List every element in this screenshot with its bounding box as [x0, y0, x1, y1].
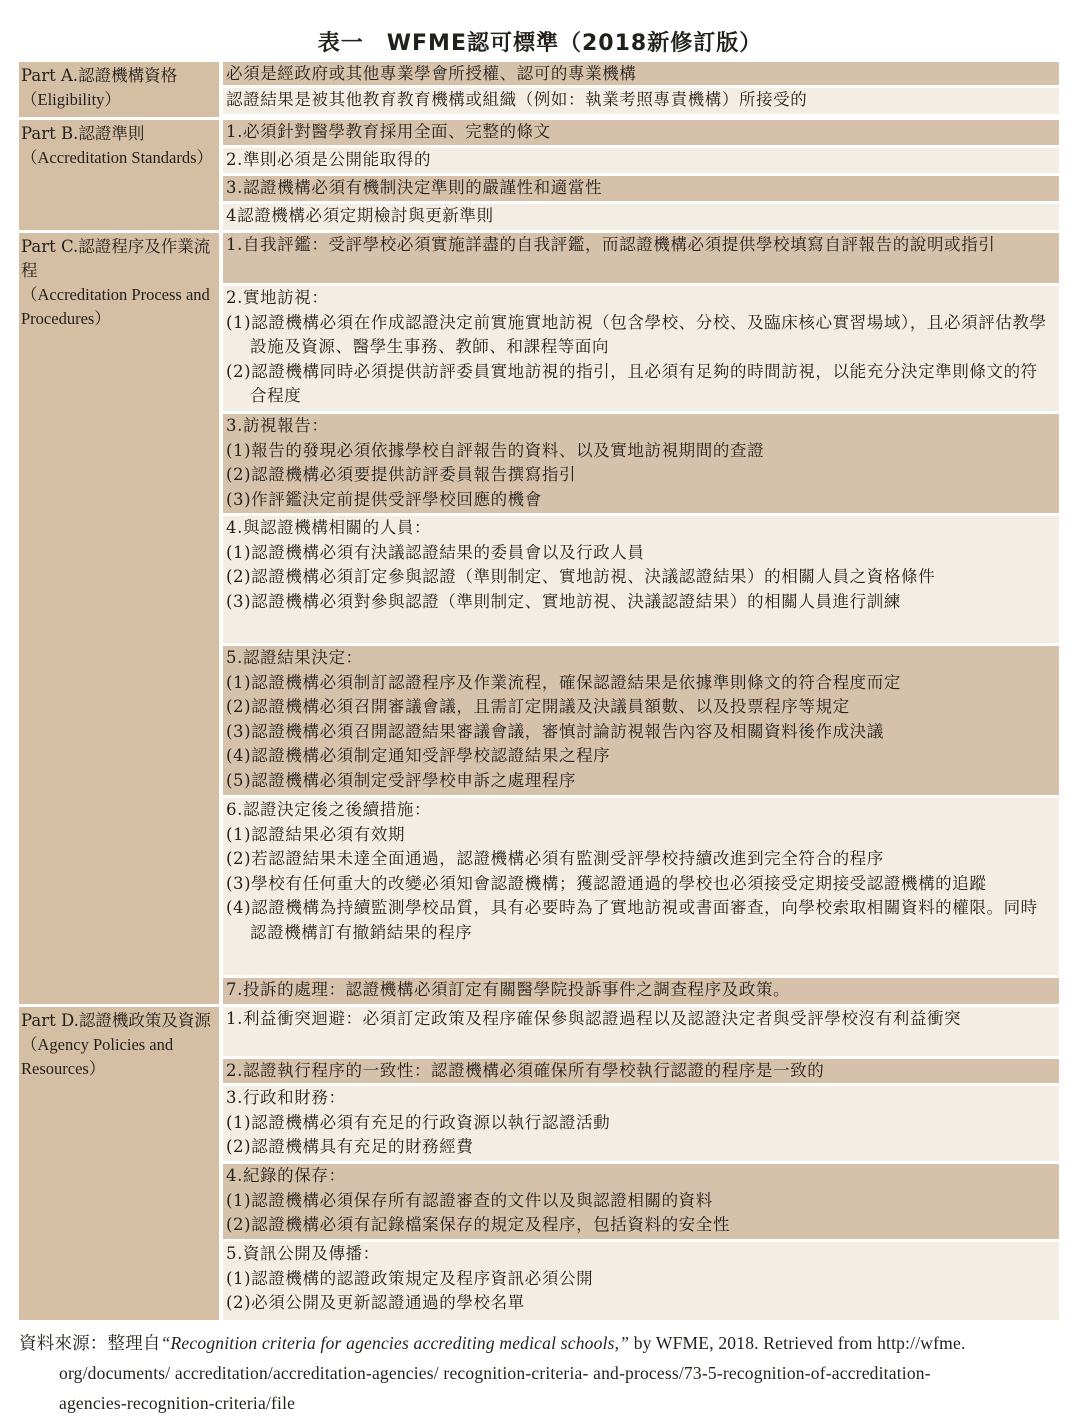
list-item: (1)認證機構必須在作成認證決定前實施實地訪視（包含學校、分校、及臨床核心實習場域），且必須評估教學設施及資源、醫學生事務、教師、和課程等面向: [226, 312, 1047, 356]
list-item: (1)報告的發現必須依據學校自評報告的資料、以及實地訪視期間的查證: [226, 440, 765, 460]
table-row: [223, 414, 1059, 513]
source-line-2: org/documents/ accreditation/accreditation-agencies/ recognition-criteria- and-process/73-5-recognition-of-accreditation-: [59, 1363, 931, 1383]
source-rest: by WFME, 2018. Retrieved from http://wfme.: [629, 1333, 966, 1353]
list-item: (1)認證機構的認證政策規定及程序資訊必須公開: [226, 1268, 594, 1288]
table-row: 2.準則必須是公開能取得的: [223, 148, 1059, 173]
part-a-label-zh: Part A.認證機構資格: [21, 66, 178, 85]
row-heading: 4.紀錄的保存：: [226, 1166, 346, 1185]
table-row: [223, 286, 1059, 411]
table-row: 認證結果是被其他教育教育機構或組織（例如：執業考照專責機構）所接受的: [223, 88, 1059, 114]
list-item: (4)認證機構必須制定通知受評學校認證結果之程序: [226, 746, 611, 765]
part-c-label-en: （Accreditation Process and Procedures）: [21, 285, 210, 328]
table-row: [223, 516, 1059, 643]
row-heading: 6.認證決定後之後續措施：: [226, 800, 432, 819]
list-item: (1)認證機構必須保存所有認證審查的文件以及與認證相關的資料: [226, 1190, 713, 1210]
list-item: (1)認證機構必須有充足的行政資源以執行認證活動: [226, 1112, 611, 1132]
row-heading: 3.行政和財務：: [226, 1088, 346, 1107]
list-item: (2)認證機構必須召開審議會議，且需訂定開議及決議員額數、以及投票程序等規定: [226, 697, 850, 716]
part-a-label-en: （Eligibility）: [21, 90, 121, 109]
table-row: [223, 1086, 1059, 1161]
source-title: “Recognition criteria for agencies accrediting medical schools,”: [160, 1333, 630, 1353]
part-c-label: [19, 233, 219, 1004]
part-d-label-zh: Part D.認證機政策及資源: [21, 1011, 211, 1030]
part-c-content: [223, 233, 1059, 1004]
list-item: (2)若認證結果未達全面通過，認證機構必須有監測受評學校持續改進到完全符合的程序: [226, 849, 884, 868]
list-item: (2)認證機構同時必須提供訪評委員實地訪視的指引，且必須有足夠的時間訪視，以能充分決定準則條文的符合程度: [226, 361, 1038, 405]
table-row: [223, 1164, 1059, 1239]
part-b-content: [223, 120, 1059, 230]
part-c: [19, 233, 1059, 1004]
table-row: 1.利益衝突迴避：必須訂定政策及程序確保參與認證過程以及認證決定者與受評學校沒有利益衝突: [223, 1007, 1059, 1056]
table-row: 3.認證機構必須有機制決定準則的嚴謹性和適當性: [223, 176, 1059, 201]
list-item: (3)認證機構必須召開認證結果審議會議，審慎討論訪視報告內容及相關資料後作成決議: [226, 721, 884, 741]
part-a: [19, 62, 1059, 117]
table-row: 4認證機構必須定期檢討與更新準則: [223, 204, 1059, 230]
list-item: (1)認證結果必須有效期: [226, 824, 406, 844]
row-heading: 5.認證結果決定：: [226, 648, 363, 667]
list-item: (5)認證機構必須制定受評學校申訴之處理程序: [226, 770, 577, 790]
source-line-1: [19, 1328, 1064, 1358]
table-row: [223, 798, 1059, 975]
table-row: 1.自我評鑑：受評學校必須實施詳盡的自我評鑑，而認證機構必須提供學校填寫自評報告的說明或指引: [223, 233, 1059, 283]
list-item: (1)認證機構必須有決議認證結果的委員會以及行政人員: [226, 542, 645, 562]
source-prefix: 資料來源：整理自: [19, 1333, 161, 1353]
list-item: (2)認證機構必須要提供訪評委員報告撰寫指引: [226, 465, 577, 484]
source-line-3: agencies-recognition-criteria/file: [59, 1393, 296, 1413]
table-title: 表一 WFME認可標準（2018新修訂版）: [317, 31, 763, 56]
list-item: (1)認證機構必須制訂認證程序及作業流程，確保認證結果是依據準則條文的符合程度而定: [226, 672, 901, 692]
table-row: 7.投訴的處理：認證機構必須訂定有關醫學院投訴事件之調查程序及政策。: [223, 978, 1059, 1004]
table-row: 2.認證執行程序的一致性：認證機構必須確保所有學校執行認證的程序是一致的: [223, 1059, 1059, 1083]
part-b-label-zh: Part B.認證準則: [21, 124, 145, 143]
list-item: (2)認證機構具有充足的財務經費: [226, 1137, 474, 1156]
part-d: [19, 1007, 1059, 1320]
part-b: [19, 120, 1059, 230]
row-heading: 5.資訊公開及傳播：: [226, 1244, 380, 1263]
table-row: [223, 1242, 1059, 1320]
list-item: (2)認證機構必須有記錄檔案保存的規定及程序，包括資料的安全性: [226, 1215, 730, 1234]
row-heading: 4.與認證機構相關的人員：: [226, 518, 432, 537]
part-c-label-zh: Part C.認證程序及作業流程: [21, 237, 211, 280]
list-item: (3)作評鑑決定前提供受評學校回應的機會: [226, 489, 542, 509]
list-item: (4)認證機構為持續監測學校品質，具有必要時為了實地訪視或書面審查，向學校索取相關資料的權限。同時認證機構訂有撤銷結果的程序: [226, 898, 1038, 942]
list-item: (2)認證機構必須訂定參與認證（準則制定、實地訪視、決議認證結果）的相關人員之資格條件: [226, 567, 936, 586]
part-a-content: [223, 62, 1059, 117]
part-a-label: [19, 62, 219, 117]
part-d-label: [19, 1007, 219, 1320]
table-row: [223, 646, 1059, 795]
row-heading: 3.訪視報告：: [226, 416, 329, 435]
part-d-label-en: （Agency Policies and Resources）: [21, 1035, 174, 1078]
row-heading: 2.實地訪視：: [226, 288, 329, 307]
part-b-label: [19, 120, 219, 230]
part-b-label-en: （Accreditation Standards）: [21, 148, 213, 167]
part-d-content: [223, 1007, 1059, 1320]
table-row: 1.必須針對醫學教育採用全面、完整的條文: [223, 120, 1059, 145]
list-item: (2)必須公開及更新認證通過的學校名單: [226, 1293, 525, 1312]
list-item: (3)學校有任何重大的改變必須知會認證機構；獲認證通過的學校也必須接受定期接受認證機構的追蹤: [226, 873, 987, 893]
list-item: (3)認證機構必須對參與認證（準則制定、實地訪視、決議認證結果）的相關人員進行訓練: [226, 591, 901, 611]
source-note: [19, 1328, 1064, 1418]
standards-table: [19, 62, 1059, 1323]
table-row: 必須是經政府或其他專業學會所授權、認可的專業機構: [223, 62, 1059, 85]
